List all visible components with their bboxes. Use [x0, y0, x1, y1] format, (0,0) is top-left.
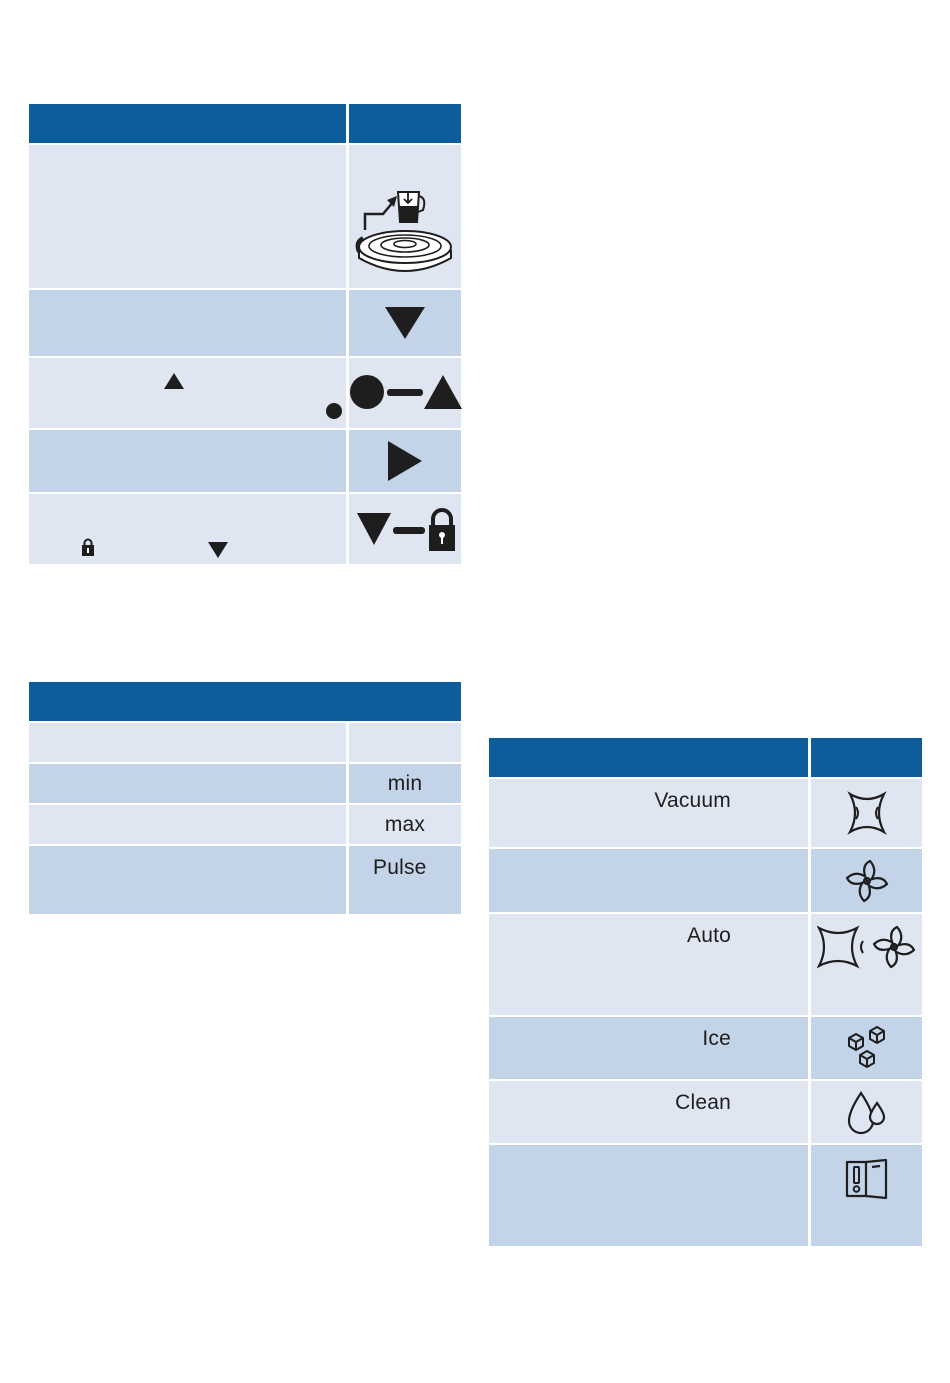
table-row: [29, 764, 461, 803]
table-header: [29, 682, 461, 721]
program-label-clean: Clean: [675, 1091, 731, 1114]
table-row: [29, 358, 461, 428]
table-row: [489, 849, 922, 912]
table-row: [29, 846, 461, 914]
program-label-auto: Auto: [687, 924, 731, 947]
triangle-up-icon: [164, 373, 184, 389]
play-icon: [388, 441, 422, 481]
lock-icon: [82, 538, 94, 556]
triangle-lock-icon: [353, 507, 457, 551]
blade-icon: [844, 858, 890, 904]
table-row: [489, 1145, 922, 1246]
water-drops-icon: [845, 1089, 889, 1135]
table-row: [489, 1017, 922, 1079]
programs-table: [489, 738, 922, 1246]
jug-on-base-icon: [353, 162, 457, 272]
setting-value-max: max: [384, 812, 426, 836]
program-label-vacuum: Vacuum: [654, 789, 731, 812]
setting-value-pulse: Pulse: [373, 856, 427, 879]
table-header-col1: [29, 104, 346, 143]
table-row: [29, 723, 461, 762]
setting-value-min: min: [387, 771, 423, 795]
table-row: [29, 805, 461, 844]
table-header-col1: [489, 738, 808, 777]
triangle-down-icon: [385, 305, 425, 341]
manual-warning-icon: [844, 1158, 890, 1200]
vacuum-icon: [844, 790, 890, 836]
table-row: [29, 290, 461, 356]
table-row: [489, 914, 922, 1015]
program-label-ice: Ice: [702, 1027, 731, 1050]
settings-table: [29, 682, 461, 914]
vacuum-blade-icon: [817, 924, 917, 970]
table-row: [29, 145, 461, 288]
indicator-table: [29, 104, 461, 564]
table-row: [29, 430, 461, 492]
table-row: [29, 494, 461, 564]
ice-cubes-icon: [844, 1025, 890, 1071]
circle-line-triangle-icon: [349, 373, 463, 411]
table-row: [489, 779, 922, 847]
table-header-col2: [811, 738, 922, 777]
table-row: [489, 1081, 922, 1143]
table-header-col2: [349, 104, 461, 143]
triangle-down-small-icon: [208, 542, 228, 558]
dot-icon: [326, 403, 342, 419]
